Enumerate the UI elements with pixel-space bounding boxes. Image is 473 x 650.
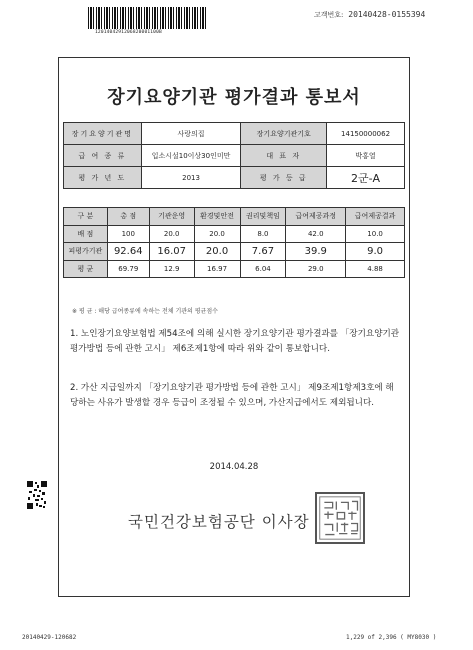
barcode [88,7,208,29]
table-cell: 92.64 [107,243,149,261]
issue-date: 2014.04.28 [209,462,259,472]
document-title: 장기요양기관 평가결과 통보서 [107,87,361,108]
table-cell: 20.0 [194,225,240,243]
evaluation-year-label: 평 가 년 도 [64,167,142,189]
table-cell: 39.9 [286,243,346,261]
notice-paragraph-2: 2. 가산 지급일까지 「장기요양기관 평가방법 등에 관한 고시」 제9조제1항제3호에 해당하는 사유가 발생할 경우 등급이 조정될 수 있으며, 가산지급에서도 제외됩니다. [70,383,394,408]
table-cell: 9.0 [346,243,405,261]
table-cell: 8.0 [240,225,286,243]
column-header: 구 분 [64,208,108,226]
table-row [64,145,405,167]
row-label: 피평가기관 [64,243,108,261]
customer-number-label: 고객번호: [314,11,344,19]
table-cell: 16.07 [149,243,194,261]
table-cell: 6.04 [240,260,286,278]
column-header: 급여제공결과 [346,208,405,226]
average-note: ※ 평 균 : 해당 급여종류에 속하는 전체 기관의 평균점수 [72,308,218,315]
column-header: 총 점 [107,208,149,226]
institution-name-label: 장기요양기관명 [64,123,142,145]
row-label: 평 균 [64,260,108,278]
score-table [63,207,405,278]
table-row [64,243,405,261]
table-cell: 29.0 [286,260,346,278]
table-cell: 16.97 [194,260,240,278]
row-label: 배 점 [64,225,108,243]
evaluation-grade-label: 평 가 등 급 [241,167,327,189]
representative-label: 대 표 자 [241,145,327,167]
representative-value: 박홍열 [327,145,405,167]
institution-code-value: 14150000062 [327,123,405,145]
table-cell: 100 [107,225,149,243]
footer-page-count: 1,229 of 2,396 ( MY8030 ) [346,634,437,641]
evaluation-grade-value: 2군-A [327,167,405,189]
benefit-type-value: 입소시설10이상30인미만 [141,145,241,167]
column-header: 급여제공과정 [286,208,346,226]
customer-number-value: 20140428-0155394 [348,10,426,19]
official-seal [315,492,365,544]
table-cell: 10.0 [346,225,405,243]
table-cell: 12.9 [149,260,194,278]
customer-number [314,10,425,20]
column-header: 환경및안전 [194,208,240,226]
column-header: 기관운영 [149,208,194,226]
table-row [64,123,405,145]
column-header: 권리및책임 [240,208,286,226]
seal-icon [317,494,363,542]
institution-info-table [63,122,405,189]
institution-name-value: 사랑의집 [141,123,241,145]
table-row [64,260,405,278]
benefit-type-label: 급 여 종 류 [64,145,142,167]
table-cell: 4.88 [346,260,405,278]
notice-paragraph-1: 1. 노인장기요양보험법 제54조에 의해 실시한 장기요양기관 평가결과를 「장기요양기관 평가방법 등에 관한 고시」 제6조제1항에 따라 위와 같이 통보합니다. [70,329,400,354]
table-row [64,167,405,189]
footer-document-id: 20140429-120682 [22,634,77,641]
issuer-name: 국민건강보험공단 이사장 [128,513,310,531]
table-row [64,225,405,243]
table-cell: 20.0 [149,225,194,243]
barcode-number: 1201404291206820001100B [95,30,162,35]
evaluation-year-value: 2013 [141,167,241,189]
table-cell: 69.79 [107,260,149,278]
institution-code-label: 장기요양기관기호 [241,123,327,145]
table-cell: 20.0 [194,243,240,261]
table-header-row [64,208,405,226]
qr-code [27,481,47,509]
table-cell: 42.0 [286,225,346,243]
table-cell: 7.67 [240,243,286,261]
